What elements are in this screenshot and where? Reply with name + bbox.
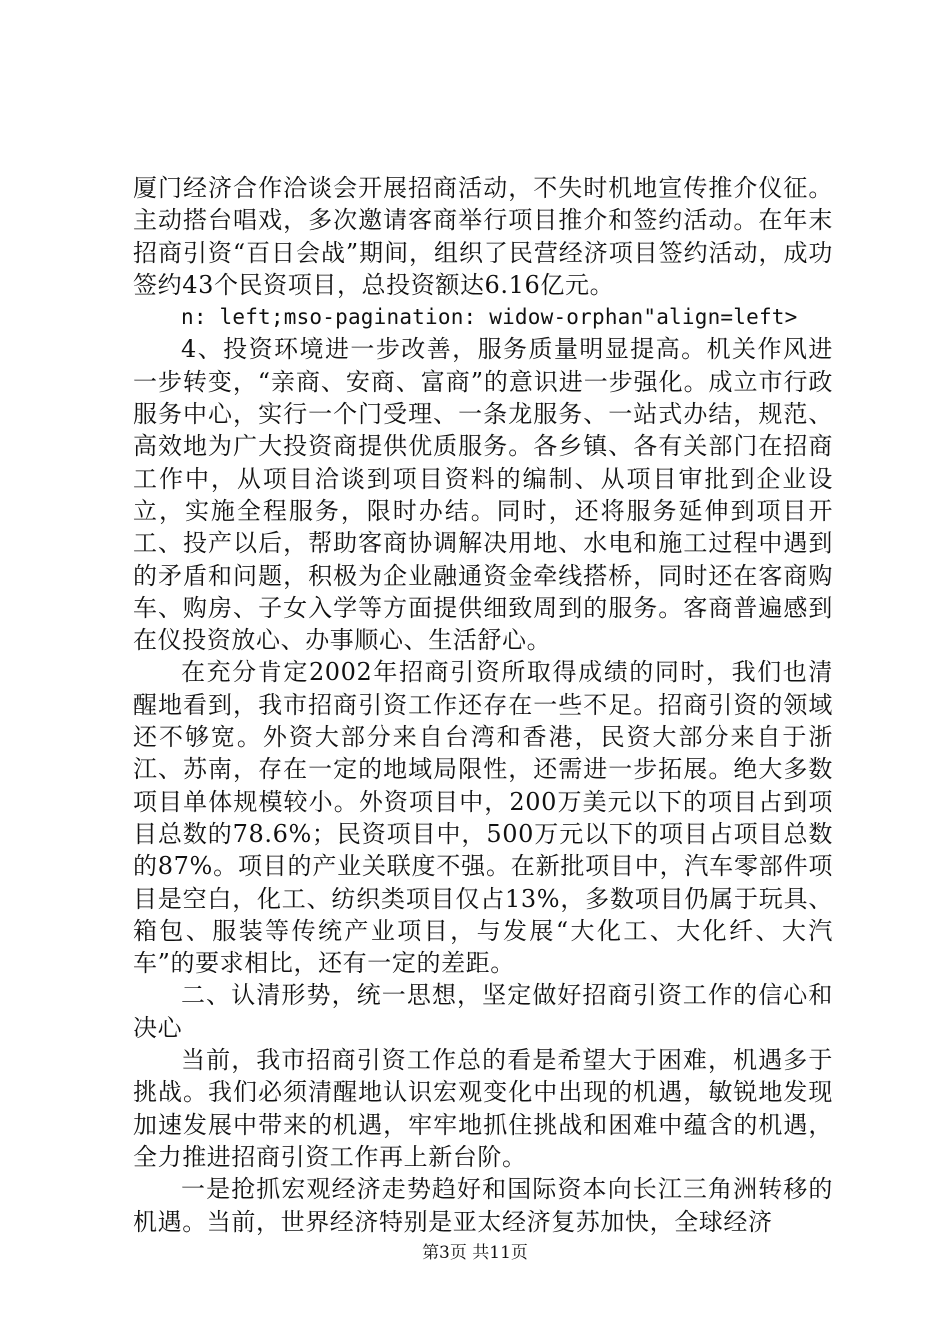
paragraph-shortcomings: 在充分肯定2002年招商引资所取得成绩的同时，我们也清醒地看到，我市招商引资工作还存在一些不足。招商引资的领域还不够宽。外资大部分来自台湾和香港，民资大部分来自于浙江、苏南，存在一定的地域局限性，还需进一步拓展。绝大多数项目单体规模较小。外资项目中，200万美元以下的项目占到项目总数的78.6%；民资项目中，500万元以下的项目占项目总数的87%。项目的产业关联度不强。在新批项目中，汽车零部件项目是空白，化工、纺织类项目仅占13%，多数项目仍属于玩具、箱包、服装等传统产业项目，与发展“大化工、大化纤、大汽车”的要求相比，还有一定的差距。 [133, 658, 833, 978]
section-heading-2: 二、认清形势，统一思想，坚定做好招商引资工作的信心和决心 [133, 981, 833, 1042]
paragraph-continuation: 厦门经济合作洽谈会开展招商活动，不失时机地宣传推介仪征。主动搭台唱戏，多次邀请客商举行项目推介和签约活动。在年末招商引资“百日会战”期间，组织了民营经济项目签约活动，成功签约43个民资项目，总投资额达6.16亿元。 [133, 174, 833, 299]
document-body [133, 172, 833, 1238]
page-number-footer: 第3页 共11页 [422, 1243, 528, 1263]
paragraph-opportunities: 当前，我市招商引资工作总的看是希望大于困难，机遇多于挑战。我们必须清醒地认识宏观变化中出现的机遇，敏锐地发现加速发展中带来的机遇，牢牢地抓住挑战和困难中蕴含的机遇，全力推进招商引资工作再上新台阶。 [133, 1046, 833, 1171]
paragraph-markup-fragment: n: left;mso-pagination: widow-orphan"align=left> [181, 305, 798, 330]
paragraph-investment-environment: 4、投资环境进一步改善，服务质量明显提高。机关作风进一步转变，“亲商、安商、富商”的意识进一步强化。成立市行政服务中心，实行一个门受理、一条龙服务、一站式办结，规范、高效地为广大投资商提供优质服务。各乡镇、各有关部门在招商工作中，从项目洽谈到项目资料的编制、从项目审批到企业设立，实施全程服务，限时办结。同时，还将服务延伸到项目开工、投产以后，帮助客商协调解决用地、水电和施工过程中遇到的矛盾和问题，积极为企业融通资金牵线搭桥，同时还在客商购车、购房、子女入学等方面提供细致周到的服务。客商普遍感到在仪投资放心、办事顺心、生活舒心。 [133, 335, 833, 655]
paragraph-first-opportunity: 一是抢抓宏观经济走势趋好和国际资本向长江三角洲转移的机遇。当前，世界经济特别是亚太经济复苏加快，全球经济 [133, 1175, 833, 1236]
